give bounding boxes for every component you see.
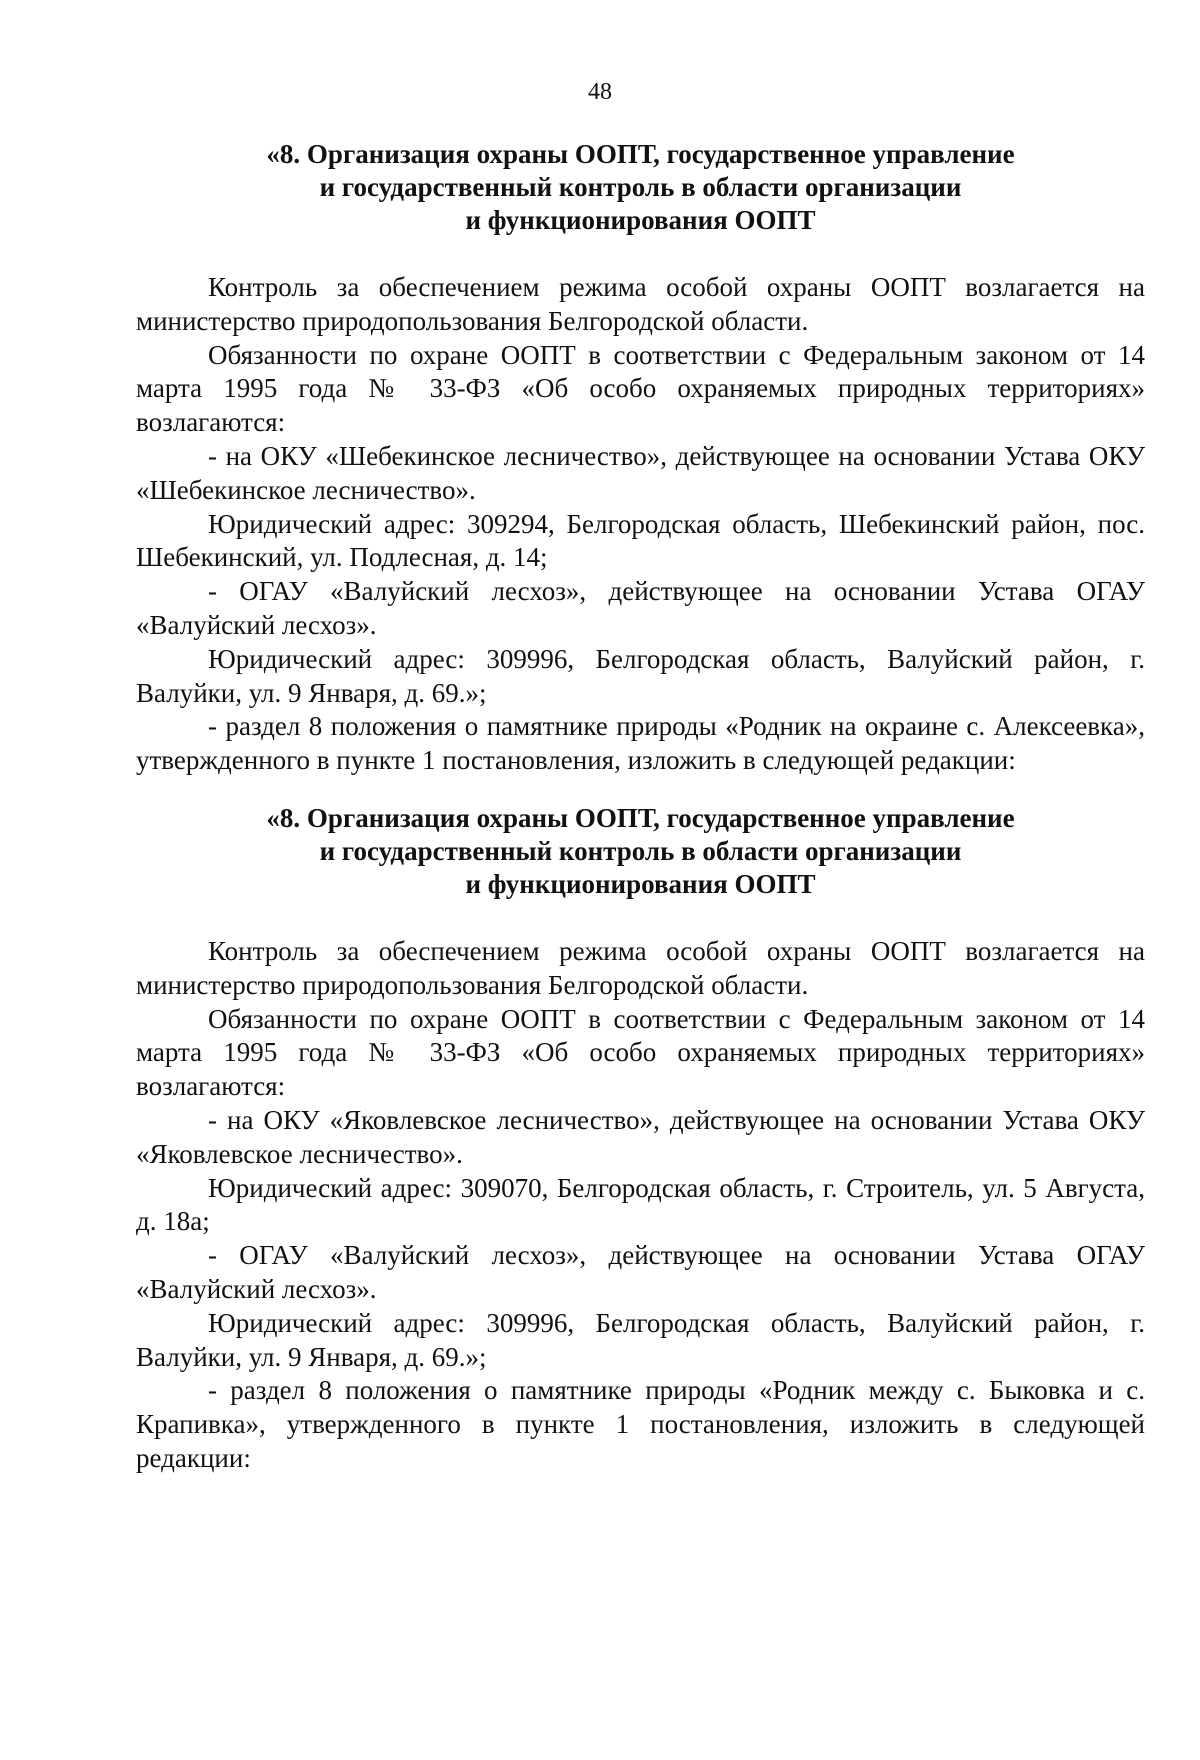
paragraph-address: Юридический адрес: 309996, Белгородская область, Валуйский район, г. Валуйки, ул. 9 Января, д. 69.»; <box>136 1307 1145 1372</box>
paragraph-address: Юридический адрес: 309996, Белгородская область, Валуйский район, г. Валуйки, ул. 9 Января, д. 69.»; <box>136 643 1145 708</box>
paragraph-organization: - ОГАУ «Валуйский лесхоз», действующее на основании Устава ОГАУ «Валуйский лесхоз». <box>136 1240 1145 1304</box>
paragraph-obligations: Обязанности по охране ООПТ в соответствии с Федеральным законом от 14 марта 1995 года № 33-ФЗ «Об особо охраняемых природных территориях» возлагаются: <box>136 1003 1145 1102</box>
paragraph-organization: - на ОКУ «Шебекинское лесничество», действующее на основании Устава ОКУ «Шебекинское лесничество». <box>136 440 1145 505</box>
paragraph-control: Контроль за обеспечением режима особой охраны ООПТ возлагается на министерство природопользования Белгородской области. <box>136 272 1145 336</box>
section-heading <box>136 138 1145 237</box>
heading-line: и функционирования ООПТ <box>465 205 816 235</box>
page-number: 48 <box>588 79 612 105</box>
heading-line: и государственный контроль в области организации <box>319 835 962 866</box>
paragraph-amendment: - раздел 8 положения о памятнике природы «Родник между с. Быковка и с. Крапивка», утвержденного в пункте 1 постановления, изложить в следующей редакции: <box>136 1375 1145 1473</box>
paragraph-control: Контроль за обеспечением режима особой охраны ООПТ возлагается на министерство природопользования Белгородской области. <box>136 935 1145 1000</box>
section-8-second <box>136 802 1145 1476</box>
heading-line: и государственный контроль в области организации <box>319 172 962 202</box>
paragraph-organization: - на ОКУ «Яковлевское лесничество», действующее на основании Устава ОКУ «Яковлевское лесничество». <box>136 1104 1145 1169</box>
section-8-first <box>136 138 1145 778</box>
paragraph-address: Юридический адрес: 309070, Белгородская область, г. Строитель, ул. 5 Августа, д. 18а; <box>136 1172 1145 1237</box>
paragraph-address: Юридический адрес: 309294, Белгородская область, Шебекинский район, пос. Шебекинский, ул. Подлесная, д. 14; <box>136 508 1145 573</box>
section-heading <box>136 802 1145 901</box>
heading-line: «8. Организация охраны ООПТ, государственное управление <box>266 802 1015 833</box>
heading-line: «8. Организация охраны ООПТ, государственное управление <box>266 139 1015 169</box>
paragraph-obligations: Обязанности по охране ООПТ в соответствии с Федеральным законом от 14 марта 1995 года № 33-ФЗ «Об особо охраняемых природных территориях» возлагаются: <box>136 339 1145 438</box>
paragraph-organization: - ОГАУ «Валуйский лесхоз», действующее на основании Устава ОГАУ «Валуйский лесхоз». <box>136 576 1145 640</box>
paragraph-amendment: - раздел 8 положения о памятнике природы «Родник на окраине с. Алексеевка», утвержденного в пункте 1 постановления, изложить в следующей редакции: <box>136 711 1145 776</box>
document-body <box>136 138 1145 1476</box>
heading-line: и функционирования ООПТ <box>465 868 816 899</box>
